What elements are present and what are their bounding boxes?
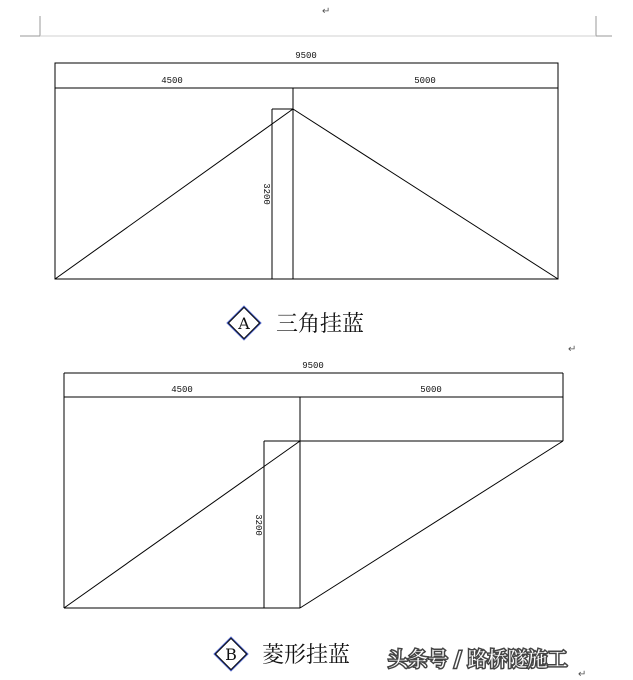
dim-total-label-a: 9500	[295, 51, 317, 61]
caption-b: 菱形挂蓝	[262, 643, 351, 668]
caption-a: 三角挂蓝	[276, 312, 365, 337]
badge-b	[215, 638, 246, 669]
right-diagonal-b	[300, 441, 563, 608]
dim-left-label-b: 4500	[171, 385, 193, 395]
paragraph-mark-mid: ↵	[568, 344, 577, 355]
badge-a	[228, 307, 259, 338]
dim-left-label-a: 4500	[161, 76, 183, 86]
badge-letter-a: A	[238, 314, 250, 333]
watermark-text: 头条号 / 路桥隧施工	[388, 647, 568, 671]
frame-outline-a	[55, 63, 558, 279]
dim-height-label-b: 3200	[253, 514, 263, 536]
crop-mark-left	[20, 16, 40, 36]
left-diagonal-a	[55, 109, 293, 279]
right-diagonal-a	[293, 109, 558, 279]
badge-letter-b: B	[225, 645, 237, 664]
dim-right-label-b: 5000	[420, 385, 442, 395]
crop-mark-right	[596, 16, 612, 36]
dim-total-label-b: 9500	[302, 361, 324, 371]
page-corner-marks	[20, 16, 612, 36]
dim-height-label-a: 3200	[261, 183, 271, 205]
left-diagonal-b	[64, 441, 300, 608]
paragraph-mark-bottom: ↵	[578, 669, 587, 680]
figure-a-diagram	[55, 63, 558, 279]
dim-right-label-a: 5000	[414, 76, 436, 86]
paragraph-mark-top: ↵	[322, 6, 331, 17]
figure-b-diagram	[64, 373, 563, 608]
